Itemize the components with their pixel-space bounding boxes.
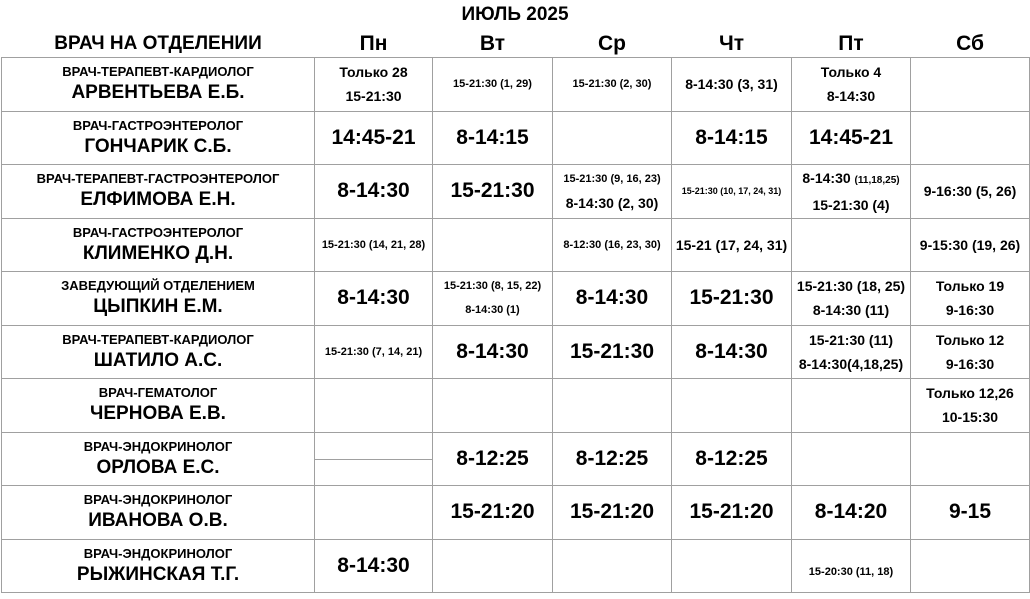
doctor-name: ЧЕРНОВА Е.В. [90, 403, 226, 425]
schedule-cell-sat [911, 272, 1030, 326]
schedule-line: 15-21:30 (9, 16, 23) [563, 173, 661, 186]
schedule-cell-thu [672, 539, 792, 593]
table-row [2, 165, 1030, 219]
doctor-name: ГОНЧАРИК С.Б. [84, 135, 232, 157]
schedule-cell-tue: 15-21:30 [433, 165, 553, 219]
schedule-table [1, 30, 1030, 593]
schedule-cell-sat: 9-15:30 (19, 26) [911, 218, 1030, 272]
table-row [2, 486, 1030, 540]
doctor-cell [2, 379, 315, 433]
day-header-thu: Чт [718, 31, 745, 55]
schedule-line: 8-14:30 (2, 30) [565, 195, 659, 212]
doctor-name: АРВЕНТЬЕВА Е.Б. [71, 82, 245, 104]
schedule-line [792, 166, 910, 193]
doctor-role: ВРАЧ-ЭНДОКРИНОЛОГ [83, 545, 233, 561]
schedule-line: Только 4 [820, 64, 882, 81]
schedule-cell-mon: 14:45-21 [315, 111, 433, 165]
schedule-cell-thu: 8-14:30 (3, 31) [672, 58, 792, 112]
schedule-cell-fri: 8-14:20 [792, 486, 911, 540]
doctor-name: РЫЖИНСКАЯ Т.Г. [76, 563, 240, 585]
schedule-cell-wed: 15-21:30 (2, 30) [553, 58, 672, 112]
schedule-line: 8-14:30(4,18,25) [798, 355, 904, 372]
schedule-line: 15-21:30 (11) [808, 331, 894, 348]
day-header-fri: Пт [838, 31, 864, 55]
schedule-cell-tue [433, 539, 553, 593]
schedule-cell-sat [911, 325, 1030, 379]
day-header-wed: Ср [598, 31, 626, 55]
schedule-cell-thu: 8-12:25 [672, 432, 792, 486]
schedule-cell-tue: 8-12:25 [433, 432, 553, 486]
schedule-line: 9-16:30 [945, 302, 995, 319]
doctor-cell [2, 58, 315, 112]
schedule-dates: (11,18,25) [854, 174, 900, 186]
schedule-cell-sat: 9-16:30 (5, 26) [911, 165, 1030, 219]
doctor-cell [2, 218, 315, 272]
schedule-cell-wed: 8-12:30 (16, 23, 30) [553, 218, 672, 272]
schedule-cell-mon [315, 58, 433, 112]
schedule-cell-tue: 8-14:15 [433, 111, 553, 165]
doctor-cell [2, 325, 315, 379]
doctor-name: ШАТИЛО А.С. [93, 349, 223, 371]
schedule-line: 8-14:30 (1) [465, 304, 520, 317]
schedule-cell-mon: 8-14:30 [315, 539, 433, 593]
schedule-cell-mon [315, 379, 433, 433]
doctor-cell [2, 272, 315, 326]
schedule-cell-fri [792, 379, 911, 433]
doctor-cell [2, 432, 315, 486]
schedule-time: 8-14:30 [802, 169, 851, 186]
schedule-cell-fri: 14:45-21 [792, 111, 911, 165]
schedule-cell-mon: 8-14:30 [315, 272, 433, 326]
schedule-cell-sat [911, 111, 1030, 165]
doctor-role: ВРАЧ-ТЕРАПЕВТ-ГАСТРОЭНТЕРОЛОГ [36, 171, 280, 187]
doctor-role: ВРАЧ-ЭНДОКРИНОЛОГ [83, 438, 233, 454]
doctor-cell [2, 111, 315, 165]
schedule-cell-mon: 15-21:30 (7, 14, 21) [315, 325, 433, 379]
schedule-title: ИЮЛЬ 2025 [461, 4, 569, 25]
doctor-name: ОРЛОВА Е.С. [96, 456, 220, 478]
schedule-cell-fri: 15-20:30 (11, 18) [792, 539, 911, 593]
schedule-cell-wed: 8-14:30 [553, 272, 672, 326]
schedule-cell-fri [792, 218, 911, 272]
table-row [2, 539, 1030, 593]
schedule-cell-wed [553, 539, 672, 593]
schedule-line: Только 12,26 [926, 385, 1014, 402]
schedule-line: 8-14:30 [826, 88, 876, 105]
schedule-line: 10-15:30 [941, 409, 999, 426]
schedule-cell-wed [553, 379, 672, 433]
schedule-cell-fri [792, 272, 911, 326]
doctor-name: ЦЫПКИН Е.М. [93, 296, 223, 318]
schedule-cell-tue [433, 218, 553, 272]
schedule-cell-mon [315, 432, 433, 486]
schedule-cell-fri [792, 325, 911, 379]
schedule-cell-tue: 15-21:30 (1, 29) [433, 58, 553, 112]
header-row [2, 30, 1030, 58]
schedule-line: 15-21:30 (8, 15, 22) [443, 280, 542, 293]
schedule-cell-tue: 8-14:30 [433, 325, 553, 379]
doctor-role: ВРАЧ-ТЕРАПЕВТ-КАРДИОЛОГ [62, 64, 254, 80]
schedule-cell-mon: 15-21:30 (14, 21, 28) [315, 218, 433, 272]
table-row [2, 379, 1030, 433]
schedule-cell-fri [792, 165, 911, 219]
table-row [2, 111, 1030, 165]
schedule-cell-fri [792, 432, 911, 486]
doctor-role: ВРАЧ-ТЕРАПЕВТ-КАРДИОЛОГ [62, 331, 254, 347]
schedule-cell-sat [911, 539, 1030, 593]
schedule-cell-sat: 9-15 [911, 486, 1030, 540]
doctor-name: ИВАНОВА О.В. [88, 510, 228, 532]
schedule-cell-thu [672, 379, 792, 433]
schedule-line: Только 19 [935, 278, 1005, 295]
doctor-role: ВРАЧ-ГАСТРОЭНТЕРОЛОГ [72, 224, 244, 240]
schedule-line: 8-14:30 (11) [812, 302, 890, 319]
schedule-line: 15-21:30 (4) [812, 196, 890, 213]
doctor-cell [2, 486, 315, 540]
schedule-cell-wed [553, 111, 672, 165]
schedule-line: Только 12 [935, 331, 1005, 348]
schedule-cell-tue [433, 379, 553, 433]
schedule-cell-sat [911, 58, 1030, 112]
table-row [2, 218, 1030, 272]
schedule-cell-tue: 15-21:20 [433, 486, 553, 540]
doctor-role: ВРАЧ-ГЕМАТОЛОГ [98, 385, 218, 401]
doctor-name: КЛИМЕНКО Д.Н. [82, 242, 234, 264]
schedule-line: 9-16:30 [945, 355, 995, 372]
schedule-cell-tue [433, 272, 553, 326]
doctor-column-header: ВРАЧ НА ОТДЕЛЕНИИ [54, 32, 262, 54]
schedule-cell-thu: 15-21:30 (10, 17, 24, 31) [672, 165, 792, 219]
doctor-cell [2, 539, 315, 593]
schedule-cell-fri [792, 58, 911, 112]
schedule-cell-sat [911, 379, 1030, 433]
table-row [2, 432, 1030, 486]
schedule-line: 15-21:30 [345, 88, 402, 105]
schedule-cell-sat [911, 432, 1030, 486]
schedule-cell-wed [553, 165, 672, 219]
day-header-tue: Вт [479, 31, 506, 55]
doctor-role: ВРАЧ-ЭНДОКРИНОЛОГ [83, 492, 233, 508]
schedule-cell-thu: 15-21:30 [672, 272, 792, 326]
schedule-cell-thu: 15-21:20 [672, 486, 792, 540]
schedule-cell-wed: 8-12:25 [553, 432, 672, 486]
table-row [2, 58, 1030, 112]
schedule-cell-mon: 8-14:30 [315, 165, 433, 219]
schedule-cell-thu: 15-21 (17, 24, 31) [672, 218, 792, 272]
day-header-sat: Сб [956, 31, 984, 55]
table-row [2, 272, 1030, 326]
schedule-line: 15-21:30 (18, 25) [796, 278, 906, 295]
schedule-line: Только 28 [339, 64, 408, 81]
doctor-name: ЕЛФИМОВА Е.Н. [80, 189, 236, 211]
day-header-mon: Пн [359, 31, 388, 55]
schedule-cell-thu: 8-14:15 [672, 111, 792, 165]
doctor-role: ВРАЧ-ГАСТРОЭНТЕРОЛОГ [72, 117, 244, 133]
doctor-cell [2, 165, 315, 219]
doctor-role: ЗАВЕДУЮЩИЙ ОТДЕЛЕНИЕМ [61, 278, 255, 294]
schedule-cell-thu: 8-14:30 [672, 325, 792, 379]
schedule-cell-mon [315, 486, 433, 540]
schedule-cell-wed: 15-21:20 [553, 486, 672, 540]
schedule-cell-wed: 15-21:30 [553, 325, 672, 379]
cell-divider [315, 459, 432, 460]
table-row [2, 325, 1030, 379]
